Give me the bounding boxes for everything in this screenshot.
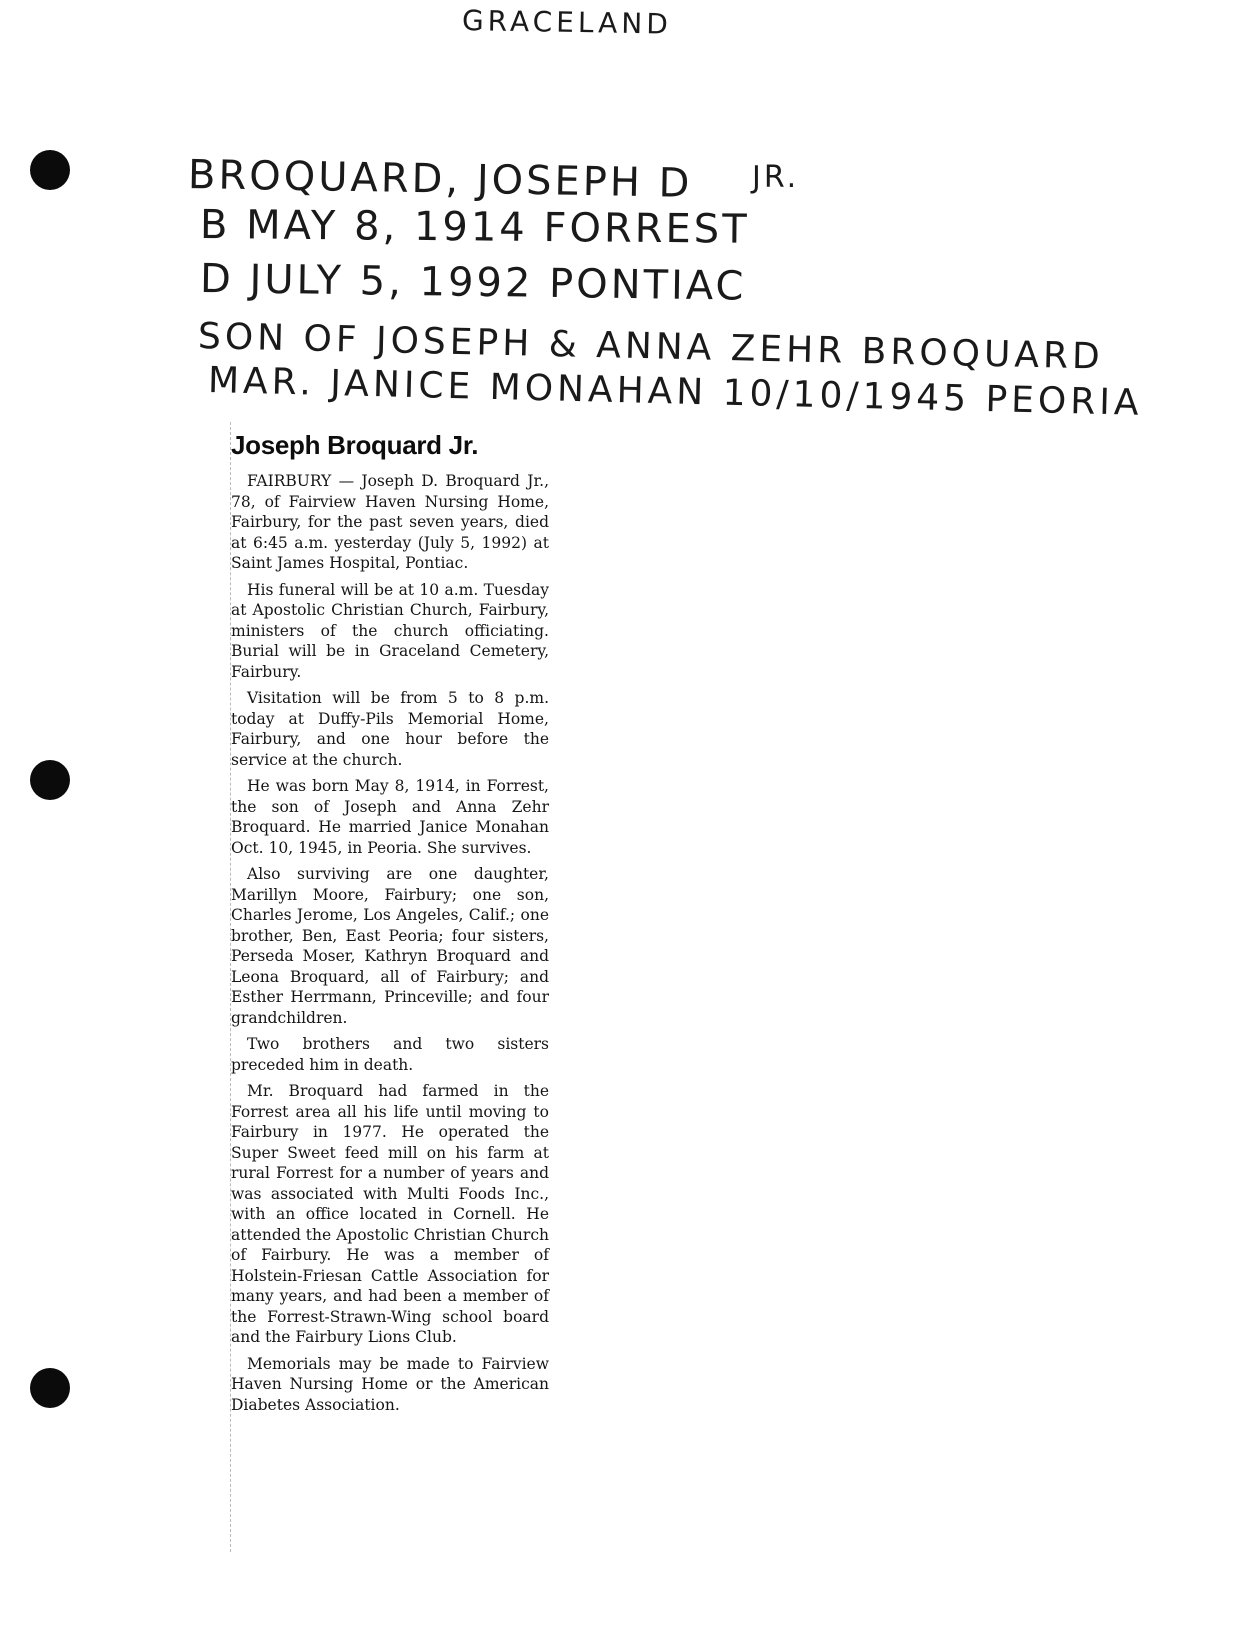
obituary-paragraph: Mr. Broquard had farmed in the Forrest area all his life until moving to Fairbury in 1977. He operated the Super Sweet feed mill on his farm at rural Forrest for a number of years and was associated with Multi Foods Inc., with an office located in Cornell. He attended the Apostolic Christian Church of Fairbury. He was a member of Holstein-Friesan Cattle Association for many years, and had been a member of the Forrest-Strawn-Wing school board and the Fairbury Lions Club. (231, 1082, 549, 1346)
obituary-paragraph: FAIRBURY — Joseph D. Broquard Jr., 78, of Fairview Haven Nursing Home, Fairbury, for the past seven years, died at 6:45 a.m. yesterday (July 5, 1992) at Saint James Hospital, Pontiac. (231, 472, 549, 572)
binder-hole-top (30, 150, 70, 190)
handwritten-birth: B MAY 8, 1914 FORREST (199, 202, 750, 253)
obituary-paragraph: His funeral will be at 10 a.m. Tuesday at Apostolic Christian Church, Fairbury, ministers of the church officiating. Burial will be in Graceland Cemetery, Fairbury. (231, 580, 549, 681)
obituary-title: Joseph Broquard Jr. (231, 430, 479, 460)
obituary-paragraph: Two brothers and two sisters preceded him in death. (231, 1035, 549, 1074)
binder-hole-middle (30, 760, 70, 800)
obituary-clipping (230, 422, 549, 1552)
handwritten-parents: SON OF JOSEPH & ANNA ZEHR BROQUARD (197, 316, 1105, 378)
handwritten-suffix: JR. (752, 160, 800, 195)
obituary-paragraph: Memorials may be made to Fairview Haven Nursing Home or the American Diabetes Association. (231, 1354, 549, 1414)
handwritten-marriage: MAR. JANICE MONAHAN 10/10/1945 PEORIA (207, 360, 1144, 424)
handwritten-name: BROQUARD, JOSEPH D (187, 152, 693, 207)
obituary-paragraph: He was born May 8, 1914, in Forrest, the son of Joseph and Anna Zehr Broquard. He married Janice Monahan Oct. 10, 1945, in Peoria. She survives. (231, 777, 549, 857)
binder-hole-bottom (30, 1368, 70, 1408)
handwritten-death: D JULY 5, 1992 PONTIAC (199, 256, 747, 310)
obituary-paragraph: Visitation will be from 5 to 8 p.m. today at Duffy-Pils Memorial Home, Fairbury, and one hour before the service at the church. (231, 689, 549, 769)
handwritten-cemetery-label: GRACELAND (461, 4, 673, 41)
obituary-paragraph: Also surviving are one daughter, Marillyn Moore, Fairbury; one son, Charles Jerome, Los Angeles, Calif.; one brother, Ben, East Peoria; four sisters, Perseda Moser, Kathryn Broquard and Leona Broquard, all of Fairbury; and Esther Herrmann, Princeville; and four grandchildren. (231, 865, 549, 1027)
